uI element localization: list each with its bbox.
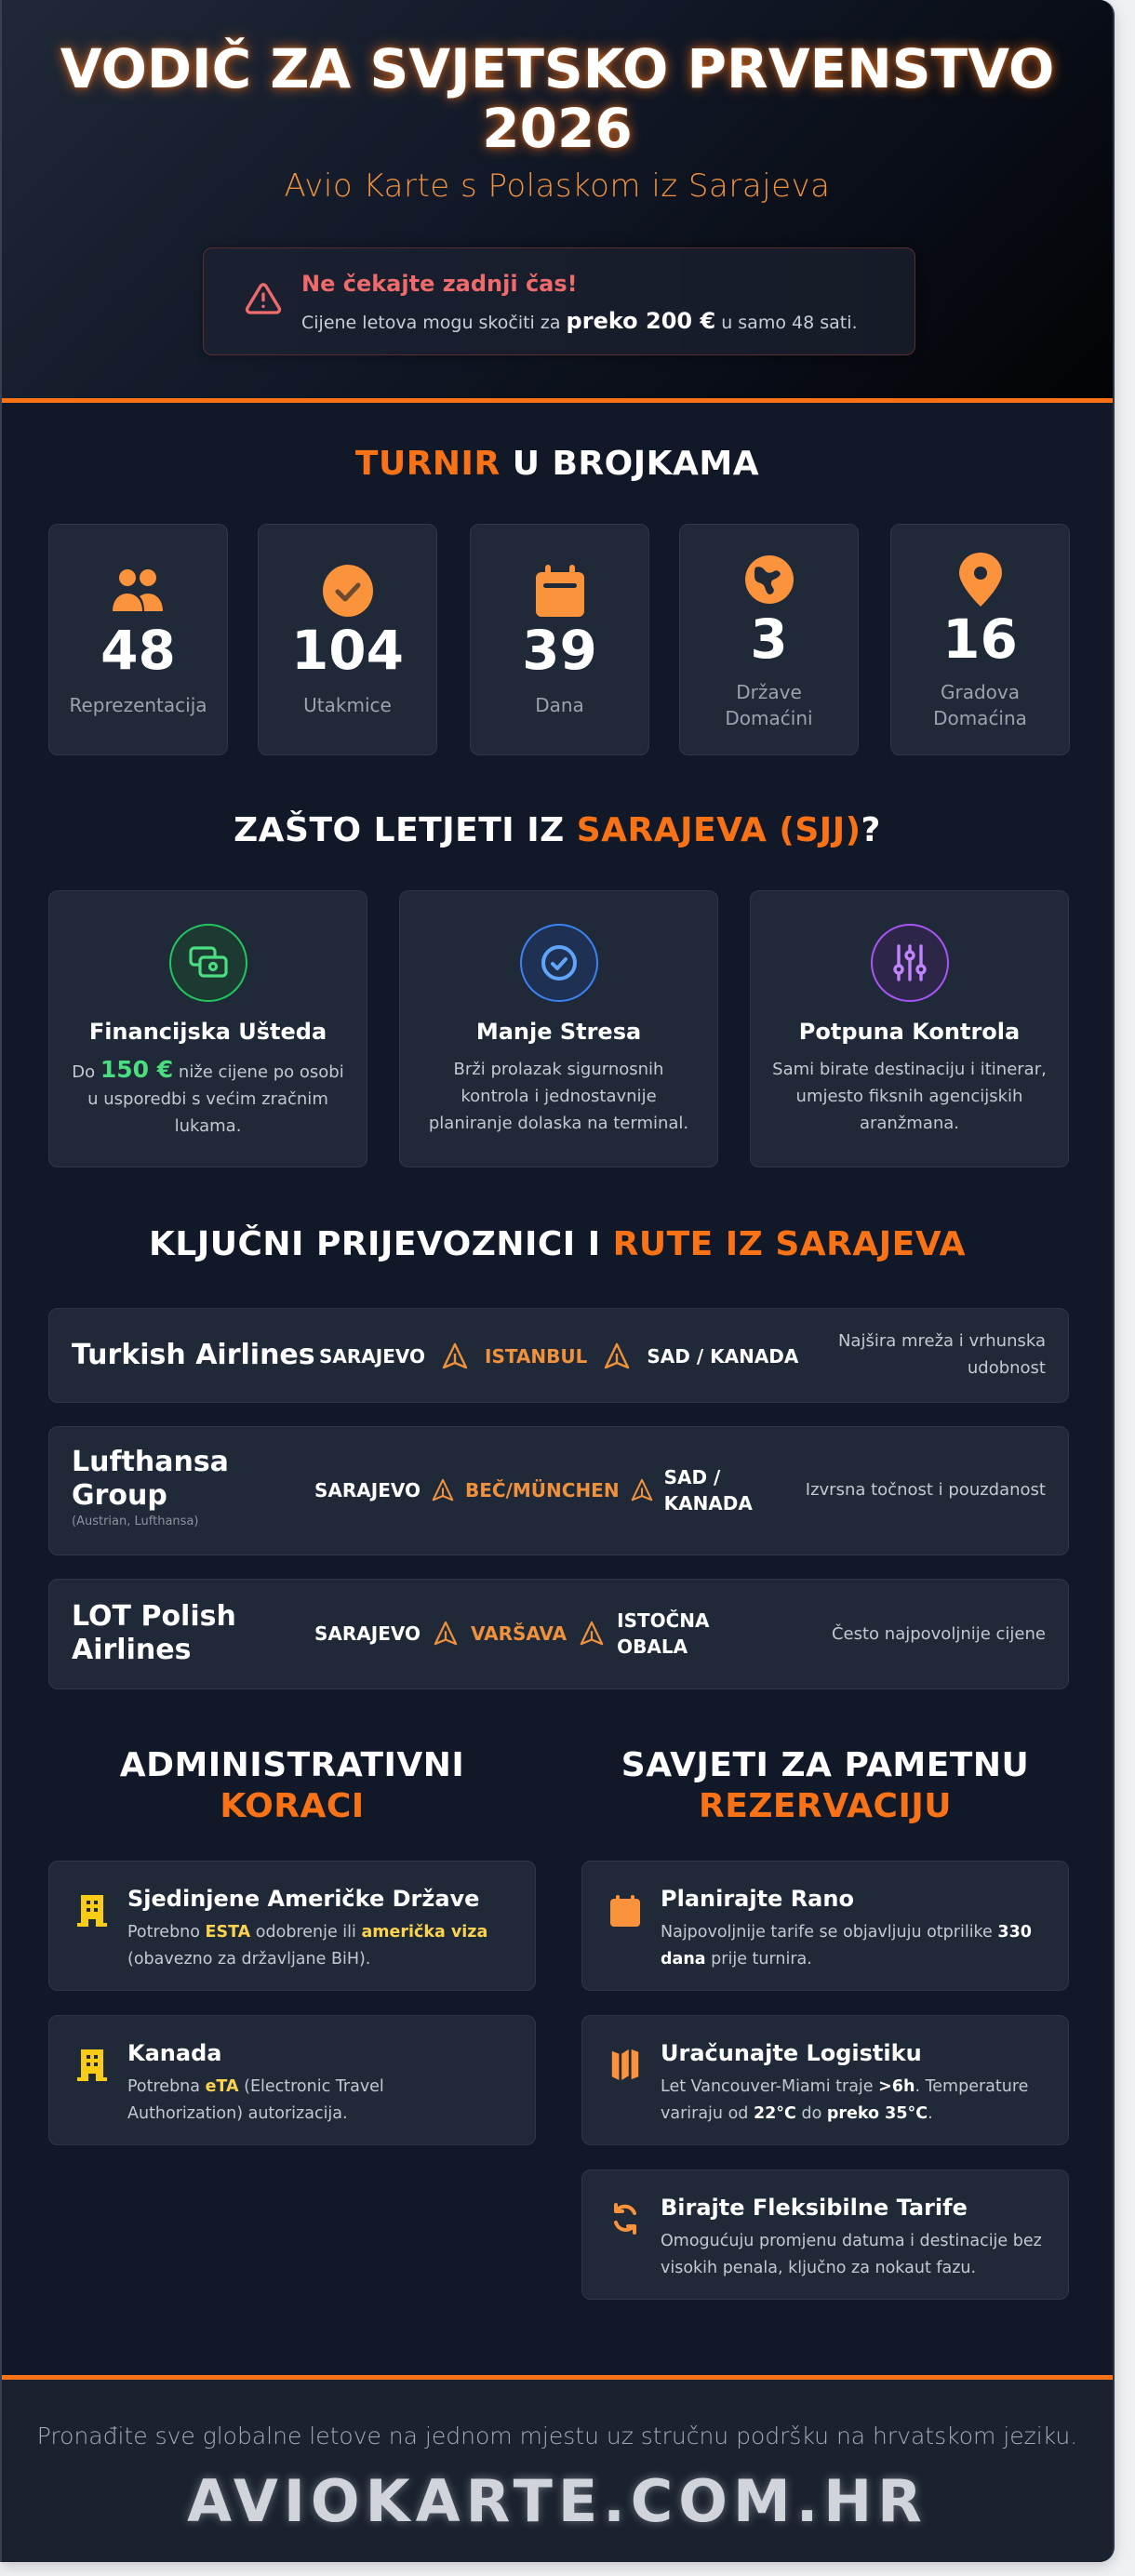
- route-origin: SARAJEVO: [314, 1479, 421, 1502]
- stat-label: Države Domaćini: [725, 681, 813, 729]
- tip-card-flexible-fares: [581, 2169, 1069, 2300]
- tip-card-logistics: [581, 2015, 1069, 2145]
- paper-plane-icon: [432, 1476, 454, 1504]
- admin-card-usa: [48, 1861, 536, 1991]
- footer-text: Pronađite sve globalne letove na jednom mjestu uz stručnu podršku na hrvatskom jeziku.: [36, 2423, 1078, 2449]
- alert-title: Ne čekajte zadnji čas!: [301, 271, 578, 297]
- sliders-icon: [892, 943, 928, 982]
- route-hub: BEČ/MÜNCHEN: [465, 1479, 620, 1502]
- stat-value: 104: [290, 619, 405, 682]
- stat-label: Gradova Domaćina: [933, 681, 1027, 729]
- stat-card-teams: [48, 524, 228, 755]
- tip-card-plan-early: [581, 1861, 1069, 1991]
- paper-plane-icon: [442, 1342, 468, 1370]
- site-logo[interactable]: AVIOKARTE.COM.HR: [187, 2467, 928, 2535]
- route-hub: ISTANBUL: [485, 1345, 588, 1368]
- stat-label: Utakmice: [303, 694, 392, 716]
- route-origin: SARAJEVO: [314, 1622, 421, 1645]
- building-icon: [77, 1893, 107, 1927]
- why-card-less-stress: [399, 890, 718, 1168]
- icon-circle: [871, 924, 949, 1002]
- calendar-icon: [536, 565, 584, 617]
- tip-card-title: Planirajte Rano: [661, 1886, 854, 1912]
- why-card-text: Sami birate destinaciju i itinerar, umjesto fiksnih agencijskih aranžmana.: [772, 1060, 1047, 1133]
- carrier-row-lufthansa: [48, 1426, 1069, 1555]
- why-card-text: Do 150 € niže cijene po osobi u usporedbi s većim zračnim lukama.: [72, 1056, 344, 1136]
- stat-label: Reprezentacija: [69, 694, 207, 716]
- money-icon: [189, 946, 228, 980]
- route-destination: ISTOČNA OBALA: [617, 1609, 710, 1658]
- carrier-name: LOT Polish Airlines: [72, 1600, 236, 1666]
- tip-card-title: Birajte Fleksibilne Tarife: [661, 2195, 968, 2221]
- users-icon: [111, 567, 167, 614]
- stat-card-host-cities: [890, 524, 1070, 755]
- carrier-name: Lufthansa Group: [72, 1446, 229, 1512]
- refresh-icon: [610, 2202, 640, 2236]
- section-title-tips: SAVJETI ZA PAMETNU REZERVACIJU: [621, 1746, 1030, 1825]
- carrier-row-lot: [48, 1579, 1069, 1689]
- route-origin: SARAJEVO: [319, 1345, 425, 1368]
- route-hub: VARŠAVA: [471, 1622, 568, 1645]
- calendar-icon: [610, 1893, 640, 1927]
- route: [314, 1608, 719, 1660]
- admin-card-text: Potrebna eTA (Electronic Travel Authorization) autorizacija.: [127, 2077, 384, 2123]
- stat-value: 3: [750, 607, 788, 671]
- stat-label: Dana: [535, 694, 584, 716]
- title-line-2: 2026: [482, 97, 633, 160]
- map-icon: [610, 2048, 640, 2081]
- why-card-control: [750, 890, 1069, 1168]
- stat-value: 16: [942, 607, 1018, 671]
- tip-card-title: Uračunajte Logistiku: [661, 2040, 922, 2066]
- carrier-subtitle: (Austrian, Lufthansa): [72, 1515, 199, 1528]
- title-line-1: VODIČ ZA SVJETSKO PRVENSTVO: [60, 37, 1055, 100]
- tip-card-text: Let Vancouver-Miami traje >6h. Temperature variraju od 22°C do preko 35°C.: [661, 2077, 1029, 2123]
- stat-card-matches: [258, 524, 437, 755]
- stat-card-host-countries: [679, 524, 859, 755]
- page-title: [2, 39, 1113, 158]
- section-title-carriers: KLJUČNI PRIJEVOZNICI I RUTE IZ SARAJEVA: [149, 1225, 966, 1263]
- icon-circle: [169, 924, 247, 1002]
- page-subtitle: Avio Karte s Polaskom iz Sarajeva: [284, 167, 831, 205]
- why-card-title: Financijska Ušteda: [88, 1019, 327, 1045]
- carrier-note: Najšira mreža i vrhunska udobnost: [837, 1331, 1046, 1378]
- admin-card-canada: [48, 2015, 536, 2145]
- why-card-title: Potpuna Kontrola: [798, 1019, 1021, 1045]
- paper-plane-icon: [604, 1342, 630, 1370]
- globe-icon: [744, 554, 794, 605]
- carrier-note: Često najpovoljnije cijene: [831, 1624, 1046, 1644]
- savings-highlight: 150 €: [100, 1056, 174, 1083]
- tip-card-text: Najpovoljnije tarife se objavljuju otprilike 330 dana prije turnira.: [661, 1923, 1032, 1969]
- paper-plane-icon: [631, 1476, 653, 1504]
- building-icon: [77, 2048, 107, 2081]
- admin-card-title: Sjedinjene Američke Države: [127, 1886, 480, 1912]
- section-title-why: ZAŠTO LETJETI IZ SARAJEVA (SJJ)?: [234, 811, 881, 849]
- check-circle-outline-icon: [540, 943, 579, 982]
- icon-circle: [520, 924, 598, 1002]
- price-alert-box: [203, 247, 915, 355]
- alert-price-highlight: preko 200 €: [566, 308, 716, 334]
- why-card-text: Brži prolazak sigurnosnih kontrola i jednostavnije planiranje dolaska na terminal.: [428, 1060, 689, 1133]
- carrier-name: Turkish Airlines: [72, 1339, 315, 1371]
- divider-line: [2, 398, 1113, 403]
- check-circle-icon: [322, 565, 374, 617]
- hero-header: [2, 0, 1113, 400]
- why-card-title: Manje Stresa: [475, 1019, 642, 1045]
- route: [319, 1342, 798, 1370]
- footer: [2, 2380, 1113, 2562]
- admin-card-text: Potrebno ESTA odobrenje ili američka viza (obavezno za državljane BiH).: [127, 1923, 488, 1969]
- route-destination: SAD / KANADA: [647, 1345, 799, 1368]
- warning-triangle-icon: [245, 280, 282, 317]
- stat-value: 39: [522, 619, 597, 682]
- carrier-row-turkish: [48, 1308, 1069, 1403]
- section-title-admin: ADMINISTRATIVNI KORACI: [119, 1746, 465, 1825]
- alert-text: Cijene letova mogu skočiti za preko 200 € u samo 48 sati.: [301, 308, 858, 334]
- admin-card-title: Kanada: [127, 2040, 222, 2066]
- paper-plane-icon: [580, 1620, 604, 1648]
- why-card-savings: [48, 890, 367, 1168]
- stat-card-days: [470, 524, 649, 755]
- route-destination: SAD / KANADA: [663, 1466, 753, 1515]
- stat-value: 48: [100, 619, 176, 682]
- map-pin-icon: [959, 553, 1002, 607]
- section-title-stats: TURNIR U BROJKAMA: [354, 445, 760, 483]
- route: [314, 1464, 757, 1516]
- paper-plane-icon: [434, 1620, 458, 1648]
- tip-card-text: Omogućuju promjenu datuma i destinacije bez visokih penala, ključno za nokaut fazu.: [661, 2232, 1042, 2277]
- carrier-note: Izvrsna točnost i pouzdanost: [805, 1480, 1046, 1500]
